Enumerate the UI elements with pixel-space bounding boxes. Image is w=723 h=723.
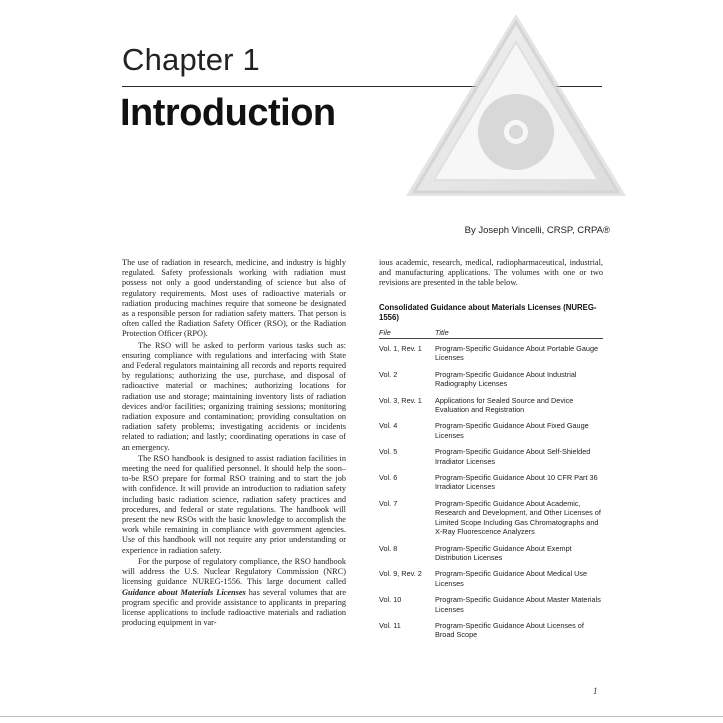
- body-column-left: [122, 258, 346, 628]
- file-cell: Vol. 7: [379, 498, 398, 508]
- table-row: [379, 564, 603, 590]
- paragraph: ious academic, research, medical, radiopharmaceutical, industrial, and manufacturing applications. The volumes with one or two revisions are presented in the table below.: [379, 258, 603, 288]
- column-header-title: Title: [435, 326, 603, 339]
- paragraph: The RSO will be asked to perform various tasks such as: ensuring compliance with regulations and interfacing with State and Federal regulators maintaining all records and reports required by regulations; authorizing the use, purchase, and disposal of radioactive material or machines; authorizing locations for radiation use and storage; maintaining inventory lists of radiation devices and/or facilities; organizing training sessions; monitoring radiation exposure and contamination; providing consultation on radiation safety problems; investigating accidents or incidents related to radiation; and lastly; coordinating operations in case of an emergency.: [122, 340, 346, 452]
- table-row: [379, 494, 603, 539]
- file-cell: Vol. 4: [379, 421, 398, 431]
- table-row: [379, 391, 603, 417]
- title-cell: Program-Specific Guidance About Portable Gauge Licenses: [435, 344, 599, 363]
- file-cell: Vol. 6: [379, 473, 398, 483]
- table-row: [379, 590, 603, 616]
- column-header-file: File: [379, 326, 435, 339]
- author-byline: By Joseph Vincelli, CRSP, CRPA®: [464, 225, 610, 236]
- title-cell: Program-Specific Guidance About Academic, Research and Development, and Other Licenses of Limited Scope Including Gas Chromatographs and X-Ray Fluorescence Analyzers: [435, 498, 601, 537]
- page-number: 1: [593, 686, 598, 696]
- table-row: [379, 339, 603, 365]
- file-cell: Vol. 10: [379, 595, 402, 605]
- table-row: [379, 365, 603, 391]
- title-cell: Program-Specific Guidance About Exempt Distribution Licenses: [435, 543, 572, 562]
- table-row: [379, 416, 603, 442]
- title-cell: Program-Specific Guidance About Medical Use Licenses: [435, 569, 588, 588]
- paragraph: The use of radiation in research, medicine, and industry is highly regulated. Safety professionals working with radiation must possess not only a good understanding of science but also of regulatory requirements. Most uses of radioactive materials or radiation producing machines require that someone be designated as a responsible person for radiation safety matters. That person is often called the Radiation Safety Officer (RSO), or the Radiation Protection Officer (RPO).: [122, 258, 346, 339]
- table-row: [379, 539, 603, 565]
- file-cell: Vol. 11: [379, 620, 401, 630]
- file-cell: Vol. 3, Rev. 1: [379, 395, 422, 405]
- body-column-right: [379, 258, 603, 642]
- publication-title: Guidance about Materials Licenses: [122, 587, 246, 597]
- paragraph-text: For the purpose of regulatory compliance, the RSO handbook will address the U.S. Nuclear Regulatory Commission (NRC) licensing guidance NUREG-1556. This large document called: [122, 556, 346, 587]
- table-row: [379, 442, 603, 468]
- chapter-label: Chapter 1: [122, 42, 260, 77]
- chapter-title: Introduction: [120, 92, 336, 134]
- table-header-row: [379, 326, 603, 339]
- file-cell: Vol. 2: [379, 369, 398, 379]
- title-cell: Program-Specific Guidance About Industrial Radiography Licenses: [435, 369, 577, 389]
- table-caption: Consolidated Guidance about Materials Licenses (NUREG-1556): [379, 302, 597, 322]
- title-cell: Program-Specific Guidance About 10 CFR Part 36 Irradiator Licenses: [435, 473, 598, 492]
- title-cell: Program-Specific Guidance About Master Materials Licenses: [435, 595, 601, 614]
- paragraph: The RSO handbook is designed to assist radiation facilities in meeting the need for qualified personnel. It should help the soon–to-be RSO prepare for formal RSO training and to start the job with confidence. It will provide an introduction to radiation safety including basic radiation science, radiation safety practices and procedures, and federal or state regulations. The handbook will present the new RSOs with the basic knowledge to accomplish the work while remaining in compliance with government agencies. Use of this handbook will not require any prior understanding or experience in radiation safety.: [122, 453, 346, 555]
- file-cell: Vol. 1, Rev. 1: [379, 344, 422, 354]
- radiation-warning-icon: [402, 8, 630, 200]
- title-cell: Program-Specific Guidance About Licenses of Broad Scope: [435, 620, 584, 640]
- file-cell: Vol. 8: [379, 543, 398, 553]
- title-cell: Program-Specific Guidance About Self-Shielded Irradiator Licenses: [435, 447, 591, 466]
- page-bottom-rule: [0, 716, 723, 717]
- paragraph: [122, 557, 346, 628]
- title-cell: Program-Specific Guidance About Fixed Gauge Licenses: [435, 421, 589, 440]
- chapter-header: [0, 0, 723, 236]
- title-cell: Applications for Sealed Source and Device Evaluation and Registration: [435, 395, 574, 415]
- licenses-table: [379, 326, 603, 642]
- file-cell: Vol. 5: [379, 447, 398, 457]
- table-row: [379, 616, 603, 642]
- paragraph-text: has several volumes that are program specific and provide assistance to applicants in preparing license applications to include radioactive materials and radiation producing equipment in var-: [122, 587, 347, 628]
- table-row: [379, 468, 603, 494]
- file-cell: Vol. 9, Rev. 2: [379, 569, 422, 579]
